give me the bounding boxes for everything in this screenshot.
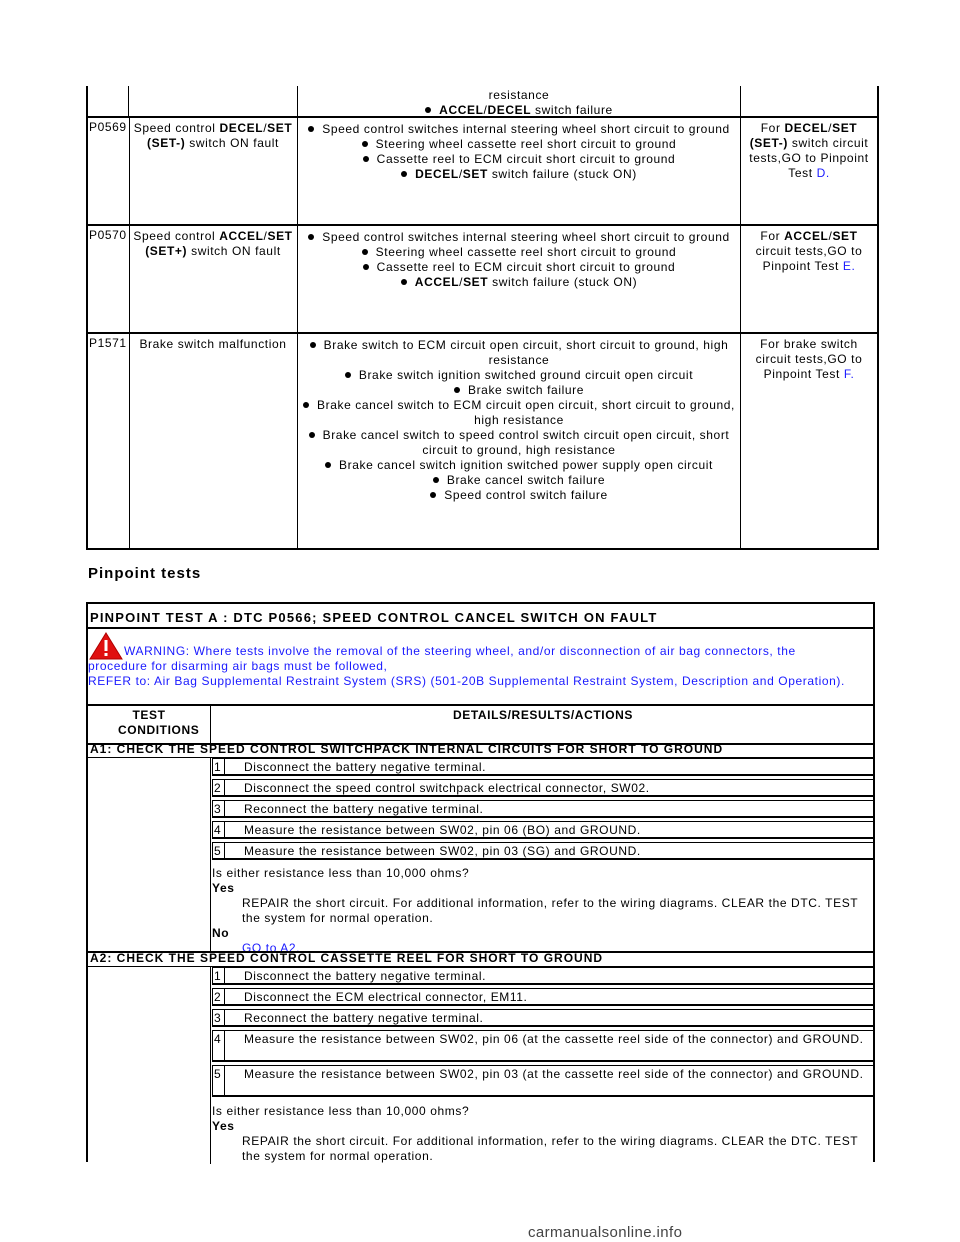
dtc-row-p0570 [88, 224, 877, 332]
a2-heading: A2: CHECK THE SPEED CONTROL CASSETTE REEL FOR SHORT TO GROUND [90, 951, 604, 965]
a1-step-3: 3 Reconnect the battery negative terminal. [212, 800, 874, 818]
bullet-icon [433, 477, 439, 483]
cause-item: ACCEL/SET switch failure (stuck ON) [298, 275, 740, 290]
cause-item: Brake cancel switch to speed control switch circuit open circuit, short circuit to ground, high resistance [298, 428, 740, 458]
cause-item: DECEL/SET switch failure (stuck ON) [298, 167, 740, 182]
dtc-description: Brake switch malfunction [129, 334, 298, 548]
bullet-icon [308, 126, 314, 132]
a1-step-2: 2 Disconnect the speed control switchpack electrical connector, SW02. [212, 779, 874, 797]
dtc-row-p0569 [88, 116, 877, 224]
warning-text: WARNING: Where tests involve the removal of the steering wheel, and/or disconnection of air bag connectors, the procedure for disarming air bags must be followed, [88, 644, 796, 673]
refer-line: REFER to: Air Bag Supplemental Restraint System (SRS) (501-20B Supplemental Restraint System, Description and Operation). [88, 674, 845, 688]
cause-item: ACCEL/DECEL switch failure [298, 103, 740, 118]
dtc-code: P0569 [88, 118, 130, 224]
bullet-icon [309, 432, 315, 438]
bullet-icon [303, 402, 309, 408]
cause-item: Brake cancel switch ignition switched power supply open circuit [298, 458, 740, 473]
bullet-icon [425, 107, 431, 113]
dtc-action: For brake switch circuit tests,GO to Pinpoint Test F. [755, 337, 863, 381]
a2-step-3: 3 Reconnect the battery negative terminal. [212, 1009, 874, 1027]
cause-item: Speed control switches internal steering wheel short circuit to ground [298, 230, 740, 245]
a1-step-1: 1 Disconnect the battery negative terminal. [212, 758, 874, 776]
bullet-icon [325, 462, 331, 468]
a2-step-2: 2 Disconnect the ECM electrical connector, EM11. [212, 988, 874, 1006]
dtc-causes [298, 118, 741, 224]
cause-text: resistance [488, 88, 550, 102]
a1-result [212, 866, 874, 956]
cause-item: Cassette reel to ECM circuit short circuit to ground [298, 260, 740, 275]
cause-item: Brake switch ignition switched ground circuit open circuit [298, 368, 740, 383]
bullet-icon [362, 249, 368, 255]
bullet-icon [310, 342, 316, 348]
warning-icon [88, 631, 124, 661]
bullet-icon [363, 156, 369, 162]
dtc-row-0-causes [298, 86, 741, 116]
a1-no-link[interactable]: GO to A2. [242, 941, 301, 955]
cause-item: Speed control switches internal steering wheel short circuit to ground [298, 122, 740, 137]
a2-step-5: 5 Measure the resistance between SW02, pin 03 (at the cassette reel side of the connector) and GROUND. [212, 1065, 874, 1097]
bullet-icon [401, 171, 407, 177]
dtc-causes [298, 226, 741, 332]
dtc-code: P0570 [88, 226, 130, 332]
cause-item: Speed control switch failure [298, 488, 740, 503]
dtc-action: For DECEL/SET (SET-) switch circuit tests,GO to Pinpoint Test D. [749, 121, 869, 180]
a1-question: Is either resistance less than 10,000 ohms? [212, 866, 470, 880]
pinpoint-title: PINPOINT TEST A : DTC P0566; SPEED CONTROL CANCEL SWITCH ON FAULT [90, 610, 658, 625]
a2-question: Is either resistance less than 10,000 ohms? [212, 1104, 470, 1118]
dtc-code: P1571 [88, 334, 130, 548]
cause-item: Brake cancel switch failure [298, 473, 740, 488]
a2-yes-label: Yes [212, 1119, 235, 1133]
a1-heading: A1: CHECK THE SPEED CONTROL SWITCHPACK INTERNAL CIRCUITS FOR SHORT TO GROUND [90, 742, 724, 756]
bullet-icon [363, 264, 369, 270]
bullet-icon [345, 372, 351, 378]
dtc-description: Speed control ACCEL/SET (SET+) switch ON fault [129, 226, 298, 332]
bullet-icon [430, 492, 436, 498]
dtc-row-p1571 [88, 332, 877, 548]
bullet-icon [308, 234, 314, 240]
a2-step-4: 4 Measure the resistance between SW02, pin 06 (at the cassette reel side of the connector) and GROUND. [212, 1030, 874, 1062]
a1-yes-label: Yes [212, 881, 235, 895]
refer-link[interactable]: Air Bag Supplemental Restraint System (SRS) (501-20B Supplemental Restraint System, Description and Operation). [154, 674, 845, 688]
pinpoint-test-table [86, 602, 875, 1162]
a1-step-5: 5 Measure the resistance between SW02, pin 03 (SG) and GROUND. [212, 842, 874, 860]
col-header-details: DETAILS/RESULTS/ACTIONS [452, 708, 634, 722]
cause-item: Steering wheel cassette reel short circuit to ground [298, 137, 740, 152]
dtc-action: For ACCEL/SET circuit tests,GO to Pinpoint Test E. [755, 229, 863, 273]
a1-step-4: 4 Measure the resistance between SW02, pin 06 (BO) and GROUND. [212, 821, 874, 839]
a1-no-label: No [212, 926, 230, 940]
cause-item: Brake switch failure [298, 383, 740, 398]
bullet-icon [362, 141, 368, 147]
footer-watermark: carmanualsonline.info [528, 1224, 683, 1241]
dtc-causes [298, 334, 741, 548]
cause-item: Brake cancel switch to ECM circuit open circuit, short circuit to ground, high resistance [298, 398, 740, 428]
a2-step-1: 1 Disconnect the battery negative terminal. [212, 967, 874, 985]
bullet-icon [454, 387, 460, 393]
cause-item: Cassette reel to ECM circuit short circuit to ground [298, 152, 740, 167]
dtc-table [86, 86, 879, 550]
bullet-icon [401, 279, 407, 285]
cause-item: Steering wheel cassette reel short circuit to ground [298, 245, 740, 260]
col-header-conditions: TEST CONDITIONS [118, 708, 200, 737]
cause-item: Brake switch to ECM circuit open circuit, short circuit to ground, high resistance [298, 338, 740, 368]
warning-block [88, 631, 858, 689]
dtc-row-0 [88, 86, 877, 116]
a2-yes-text: REPAIR the short circuit. For additional information, refer to the wiring diagrams. CLEAR the DTC. TEST the system for normal operation. [242, 1134, 859, 1163]
dtc-description: Speed control DECEL/SET (SET-) switch ON fault [129, 118, 298, 224]
section-heading: Pinpoint tests [88, 565, 202, 582]
a2-result [212, 1104, 874, 1164]
a1-yes-text: REPAIR the short circuit. For additional information, refer to the wiring diagrams. CLEAR the DTC. TEST the system for normal operation. [242, 896, 859, 925]
